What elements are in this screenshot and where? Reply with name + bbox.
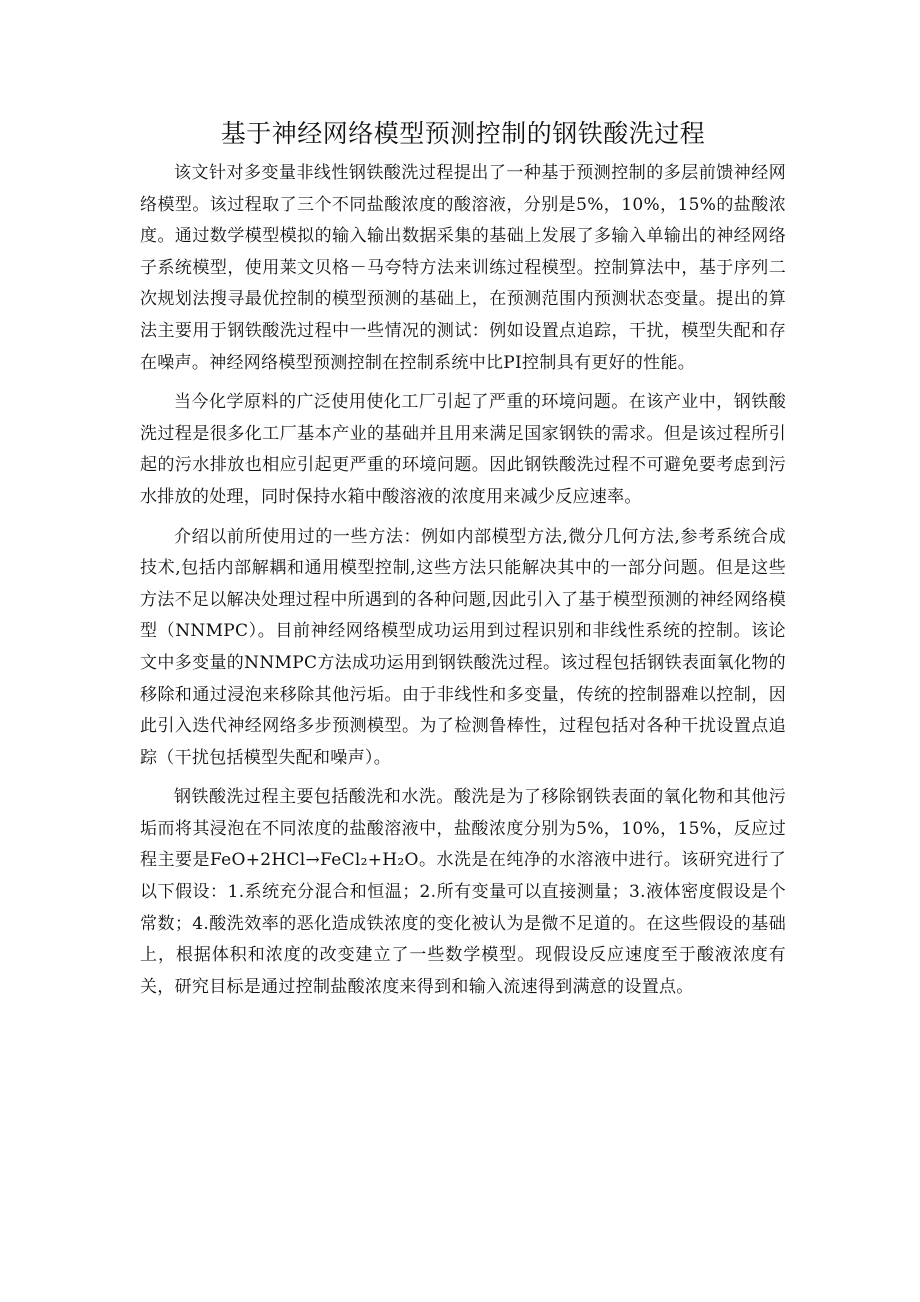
paragraph-background: 当今化学原料的广泛使用使化工厂引起了严重的环境问题。在该产业中，钢铁酸洗过程是很多化工厂基本产业的基础并且用来满足国家钢铁的需求。但是该过程所引起的污水排放也相应引起更严重的环境问题。因此钢铁酸洗过程不可避免要考虑到污水排放的处理，同时保持水箱中酸溶液的浓度用来减少反应速率。 bbox=[140, 392, 786, 507]
document-title: 基于神经网络模型预测控制的钢铁酸洗过程 bbox=[220, 119, 706, 148]
paragraph-abstract: 该文针对多变量非线性钢铁酸洗过程提出了一种基于预测控制的多层前馈神经网络模型。该过程取了三个不同盐酸浓度的酸溶液，分别是5%，10%，15%的盐酸浓度。通过数学模型模拟的输入输出数据采集的基础上发展了多输入单输出的神经网络子系统模型，使用莱文贝格－马夸特方法来训练过程模型。控制算法中，基于序列二次规划法搜寻最优控制的模型预测的基础上，在预测范围内预测状态变量。提出的算法主要用于钢铁酸洗过程中一些情况的测试：例如设置点追踪，干扰，模型失配和存在噪声。神经网络模型预测控制在控制系统中比PI控制具有更好的性能。 bbox=[140, 163, 786, 373]
paragraph-process: 钢铁酸洗过程主要包括酸洗和水洗。酸洗是为了移除钢铁表面的氧化物和其他污垢而将其浸泡在不同浓度的盐酸溶液中，盐酸浓度分别为5%，10%，15%，反应过程主要是FeO+2HCl→FeCl₂+H₂O。水洗是在纯净的水溶液中进行。该研究进行了以下假设：1.系统充分混合和恒温；2.所有变量可以直接测量；3.液体密度假设是个常数；4.酸洗效率的恶化造成铁浓度的变化被认为是微不足道的。在这些假设的基础上，根据体积和浓度的改变建立了一些数学模型。现假设反应速度至于酸液浓度有关，研究目标是通过控制盐酸浓度来得到和输入流速得到满意的设置点。 bbox=[140, 787, 786, 997]
paragraph-methods: 介绍以前所使用过的一些方法：例如内部模型方法,微分几何方法,参考系统合成技术,包括内部解耦和通用模型控制,这些方法只能解决其中的一部分问题。但是这些方法不足以解决处理过程中所遇到的各种问题,因此引入了基于模型预测的神经网络模型（NNMPC）。目前神经网络模型成功运用到过程识别和非线性系统的控制。该论文中多变量的NNMPC方法成功运用到钢铁酸洗过程。该过程包括钢铁表面氧化物的移除和通过浸泡来移除其他污垢。由于非线性和多变量，传统的控制器难以控制，因此引入迭代神经网络多步预测模型。为了检测鲁棒性，过程包括对各种干扰设置点追踪（干扰包括模型失配和噪声）。 bbox=[140, 526, 786, 768]
document-body bbox=[140, 114, 786, 1003]
